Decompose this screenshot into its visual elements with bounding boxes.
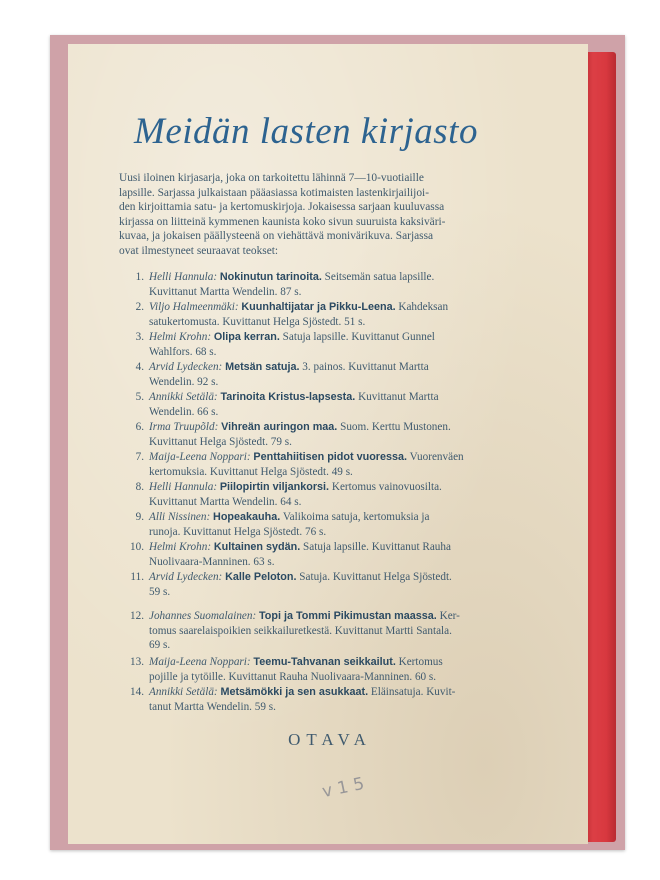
entry-title: Tarinoita Kristus-lapsesta. <box>220 391 356 403</box>
book-entry <box>100 420 570 449</box>
entry-author: Helli Hannula: <box>149 271 218 283</box>
entry-author: Annikki Setälä: <box>149 686 218 698</box>
entry-author: Helmi Krohn: <box>149 541 212 553</box>
entry-title: Olipa kerran. <box>213 331 280 343</box>
pencil-inscription: v 1 5 <box>320 773 367 803</box>
book-entry <box>100 685 570 714</box>
entry-number: 3. <box>135 331 144 343</box>
entry-details: Nuolivaara-Manninen. 63 s. <box>149 555 275 568</box>
entry-number: 1. <box>135 271 144 283</box>
book-entry <box>100 540 570 569</box>
entry-details: 69 s. <box>149 639 171 652</box>
entry-details: Kuvittanut Helga Sjöstedt. 79 s. <box>149 435 292 448</box>
entry-details: Wendelin. 92 s. <box>149 375 219 388</box>
publisher-name: OTAVA <box>288 730 372 749</box>
entry-details: Wendelin. 66 s. <box>149 405 219 418</box>
entry-description: Eläinsatuja. Kuvit- <box>370 686 456 698</box>
entry-details: tanut Martta Wendelin. 59 s. <box>149 700 276 713</box>
entry-details: satukertomusta. Kuvittanut Helga Sjöstedt. 51 s. <box>149 315 366 328</box>
entry-details: Wahlfors. 68 s. <box>149 345 217 358</box>
book-entry <box>100 480 570 509</box>
entry-title: Kultainen sydän. <box>213 541 301 553</box>
book-entry <box>100 300 570 329</box>
entry-number: 11. <box>130 571 144 583</box>
entry-description: Valikoima satuja, kertomuksia ja <box>282 511 430 523</box>
intro-line: ovat ilmestyneet seuraavat teokset: <box>119 244 279 257</box>
series-title: Meidän lasten kirjasto <box>134 111 478 152</box>
entry-number: 14. <box>130 686 144 698</box>
entry-description: Satuja lapsille. Kuvittanut Gunnel <box>282 331 435 343</box>
entry-details: Kuvittanut Martta Wendelin. 64 s. <box>149 495 302 508</box>
book-entry <box>100 450 570 479</box>
book-entry <box>100 390 570 419</box>
entry-details: runoja. Kuvittanut Helga Sjöstedt. 76 s. <box>149 525 327 538</box>
entry-title: Metsämökki ja sen asukkaat. <box>220 686 369 698</box>
entry-description: Vuorenväen <box>409 451 464 463</box>
entry-title: Kuunhaltijatar ja Pikku-Leena. <box>241 301 396 313</box>
entry-description: Suom. Kerttu Mustonen. <box>340 421 451 433</box>
entry-title: Penttahiitisen pidot vuoressa. <box>253 451 408 463</box>
entry-number: 9. <box>135 511 144 523</box>
entry-title: Kalle Peloton. <box>225 571 297 583</box>
intro-line: lapsille. Sarjassa julkaistaan pääasiassa kotimaisten lastenkirjailijoi- <box>119 186 429 199</box>
entry-author: Arvid Lydecken: <box>149 571 223 583</box>
entry-number: 8. <box>135 481 144 493</box>
book-entry <box>100 270 570 299</box>
entry-description: Satuja lapsille. Kuvittanut Rauha <box>303 541 451 553</box>
book-entry <box>100 570 570 599</box>
entry-number: 12. <box>130 610 144 622</box>
entry-author: Viljo Halmeenmäki: <box>149 301 239 313</box>
entry-author: Helmi Krohn: <box>149 331 212 343</box>
entry-details: pojille ja tytöille. Kuvittanut Rauha Nuolivaara-Manninen. 60 s. <box>149 670 437 683</box>
entry-title: Metsän satuja. <box>225 361 300 373</box>
entry-author: Johannes Suomalainen: <box>149 610 257 622</box>
intro-line: kuvaa, ja jokaisen päällysteenä on viehättävä monivärikuva. Sarjassa <box>119 230 434 243</box>
entry-author: Helli Hannula: <box>149 481 218 493</box>
entry-details: tomus saarelaispoikien seikkailuretkestä. Kuvittanut Martti Santala. <box>149 624 452 637</box>
entry-number: 2. <box>135 301 144 313</box>
entry-details: 59 s. <box>149 585 171 598</box>
entry-author: Irma Truupõld: <box>149 421 219 433</box>
entry-description: Kahdeksan <box>398 301 449 313</box>
entry-number: 5. <box>135 391 144 403</box>
entry-author: Alli Nissinen: <box>149 511 211 523</box>
entry-details: kertomuksia. Kuvittanut Helga Sjöstedt. 49 s. <box>149 465 353 478</box>
entry-number: 7. <box>135 451 144 463</box>
entry-description: 3. painos. Kuvittanut Martta <box>302 361 429 373</box>
book-entry <box>100 330 570 359</box>
entry-description: Kuvittanut Martta <box>358 391 439 403</box>
intro-line: den kirjoittamia satu- ja kertomuskirjoja. Jokaisessa sarjaan kuuluvassa <box>119 201 445 214</box>
intro-line: Uusi iloinen kirjasarja, joka on tarkoitettu lähinnä 7—10-vuotiaille <box>119 172 424 184</box>
intro-paragraph <box>119 171 566 259</box>
entry-description: Satuja. Kuvittanut Helga Sjöstedt. <box>299 571 452 583</box>
book-entry <box>100 609 570 653</box>
entry-number: 13. <box>130 656 144 668</box>
entry-number: 10. <box>130 541 144 553</box>
entry-description: Seitsemän satua lapsille. <box>324 271 435 283</box>
entry-author: Maija-Leena Noppari: <box>149 656 251 668</box>
entry-description: Ker- <box>439 610 460 622</box>
entry-title: Teemu-Tahvanan seikkailut. <box>253 656 396 668</box>
entry-author: Maija-Leena Noppari: <box>149 451 251 463</box>
entry-title: Nokinutun tarinoita. <box>219 271 322 283</box>
entry-number: 4. <box>135 361 144 373</box>
book-entry <box>100 360 570 389</box>
entry-details: Kuvittanut Martta Wendelin. 87 s. <box>149 285 302 298</box>
entry-author: Arvid Lydecken: <box>149 361 223 373</box>
book-entry <box>100 655 570 684</box>
intro-line: kirjassa on liitteinä kymmenen kaunista koko sivun suuruista kaksiväri- <box>119 215 446 228</box>
entry-title: Topi ja Tommi Pikimustan maassa. <box>259 610 437 622</box>
entry-number: 6. <box>135 421 144 433</box>
entry-description: Kertomus vainovuosilta. <box>331 481 442 493</box>
entry-title: Hopeakauha. <box>213 511 281 523</box>
entry-description: Kertomus <box>398 656 443 668</box>
entry-title: Vihreän auringon maa. <box>221 421 338 433</box>
entry-title: Piilopirtin viljankorsi. <box>219 481 330 493</box>
book-entry <box>100 510 570 539</box>
entry-author: Annikki Setälä: <box>149 391 218 403</box>
